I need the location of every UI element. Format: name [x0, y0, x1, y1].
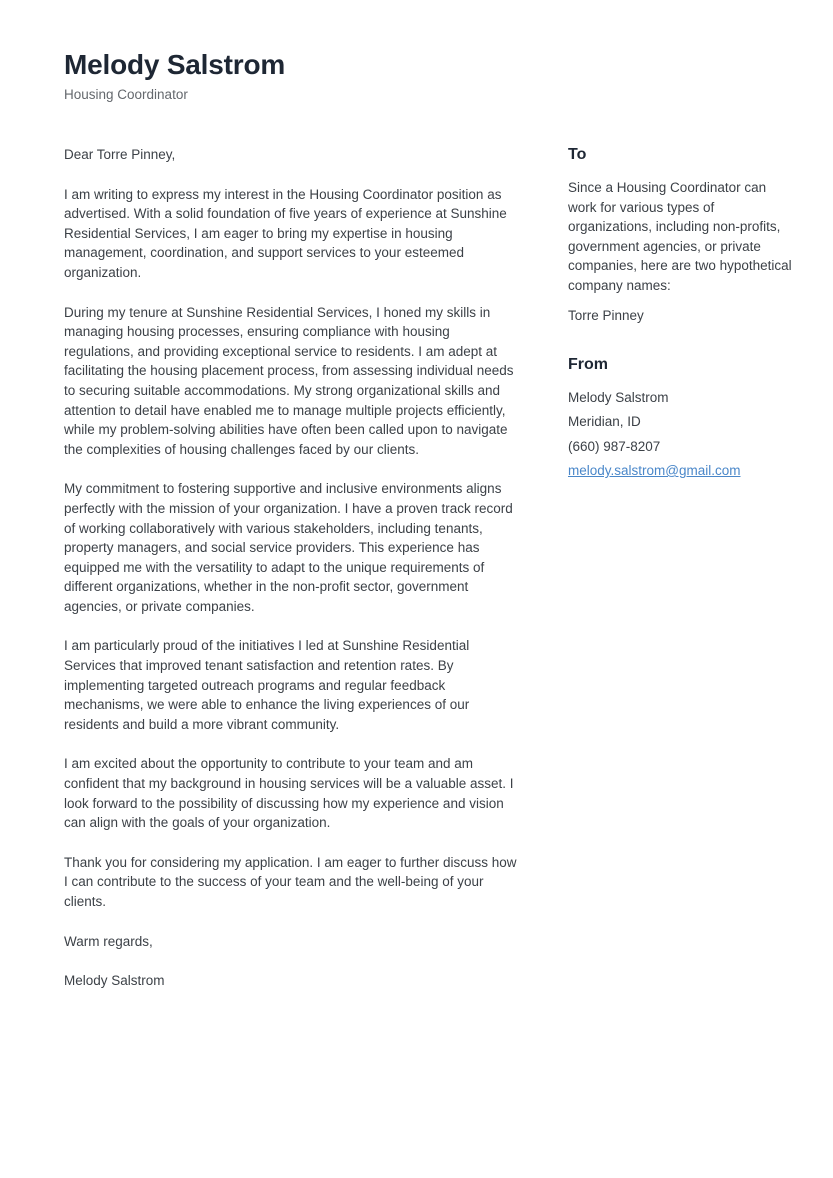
from-name: Melody Salstrom [568, 389, 669, 405]
to-note: Since a Housing Coordinator can work for various types of organizations, including non-profits, government agencies, or private companies, here are two hypothetical company names: [568, 180, 792, 293]
signature: Melody Salstrom [64, 973, 165, 989]
email-link[interactable]: melody.salstrom@gmail.com [568, 463, 741, 478]
document-header [64, 48, 793, 103]
sidebar [568, 145, 794, 991]
to-section [568, 145, 794, 326]
paragraph: Thank you for considering my application. I am eager to further discuss how I can contribute to the success of your team and the well-being of your clients. [64, 854, 517, 909]
to-heading: To [568, 146, 587, 163]
paragraph: During my tenure at Sunshine Residential Services, I honed my skills in managing housing processes, ensuring compliance with housing regulations, and providing exceptional service to residents. I am adept at facilitating the housing placement process, from assessing individual needs to securing suitable accommodations. My strong organizational skills and attention to detail have enabled me to manage multiple projects efficiently, while my problem-solving abilities have often been called upon to navigate the complexities of housing challenges faced by our clients. [64, 304, 514, 457]
person-name: Melody Salstrom [64, 49, 286, 80]
from-phone: (660) 987-8207 [568, 438, 661, 454]
to-recipient: Torre Pinney [568, 308, 644, 323]
letter-body [64, 145, 520, 991]
paragraph: I am excited about the opportunity to contribute to your team and am confident that my background in housing services will be a valuable asset. I look forward to the possibility of discussing how my experience and vision can align with the goals of your organization. [64, 756, 514, 831]
from-heading: From [568, 355, 608, 373]
content-columns [64, 145, 793, 991]
greeting: Dear Torre Pinney, [64, 147, 176, 162]
from-location: Meridian, ID [568, 414, 641, 429]
closing: Warm regards, [64, 933, 153, 949]
from-section [568, 355, 794, 481]
paragraph: My commitment to fostering supportive and inclusive environments aligns perfectly with the mission of your organization. I have a proven track record of working collaboratively with various stakeholders, including tenants, property managers, and social service providers. This experience has equipped me with the versatility to adapt to the unique requirements of different organizations, whether in the non-profit sector, government agencies, or private companies. [64, 481, 513, 614]
person-role: Housing Coordinator [64, 87, 188, 102]
paragraph: I am writing to express my interest in the Housing Coordinator position as advertised. With a solid foundation of five years of experience at Sunshine Residential Services, I am eager to bring my expertise in housing management, coordination, and support services to your esteemed organization. [64, 186, 507, 280]
paragraph: I am particularly proud of the initiatives I led at Sunshine Residential Services that improved tenant satisfaction and retention rates. By implementing targeted outreach programs and regular feedback mechanisms, we were able to enhance the living experiences of our residents and build a more vibrant community. [64, 638, 470, 732]
